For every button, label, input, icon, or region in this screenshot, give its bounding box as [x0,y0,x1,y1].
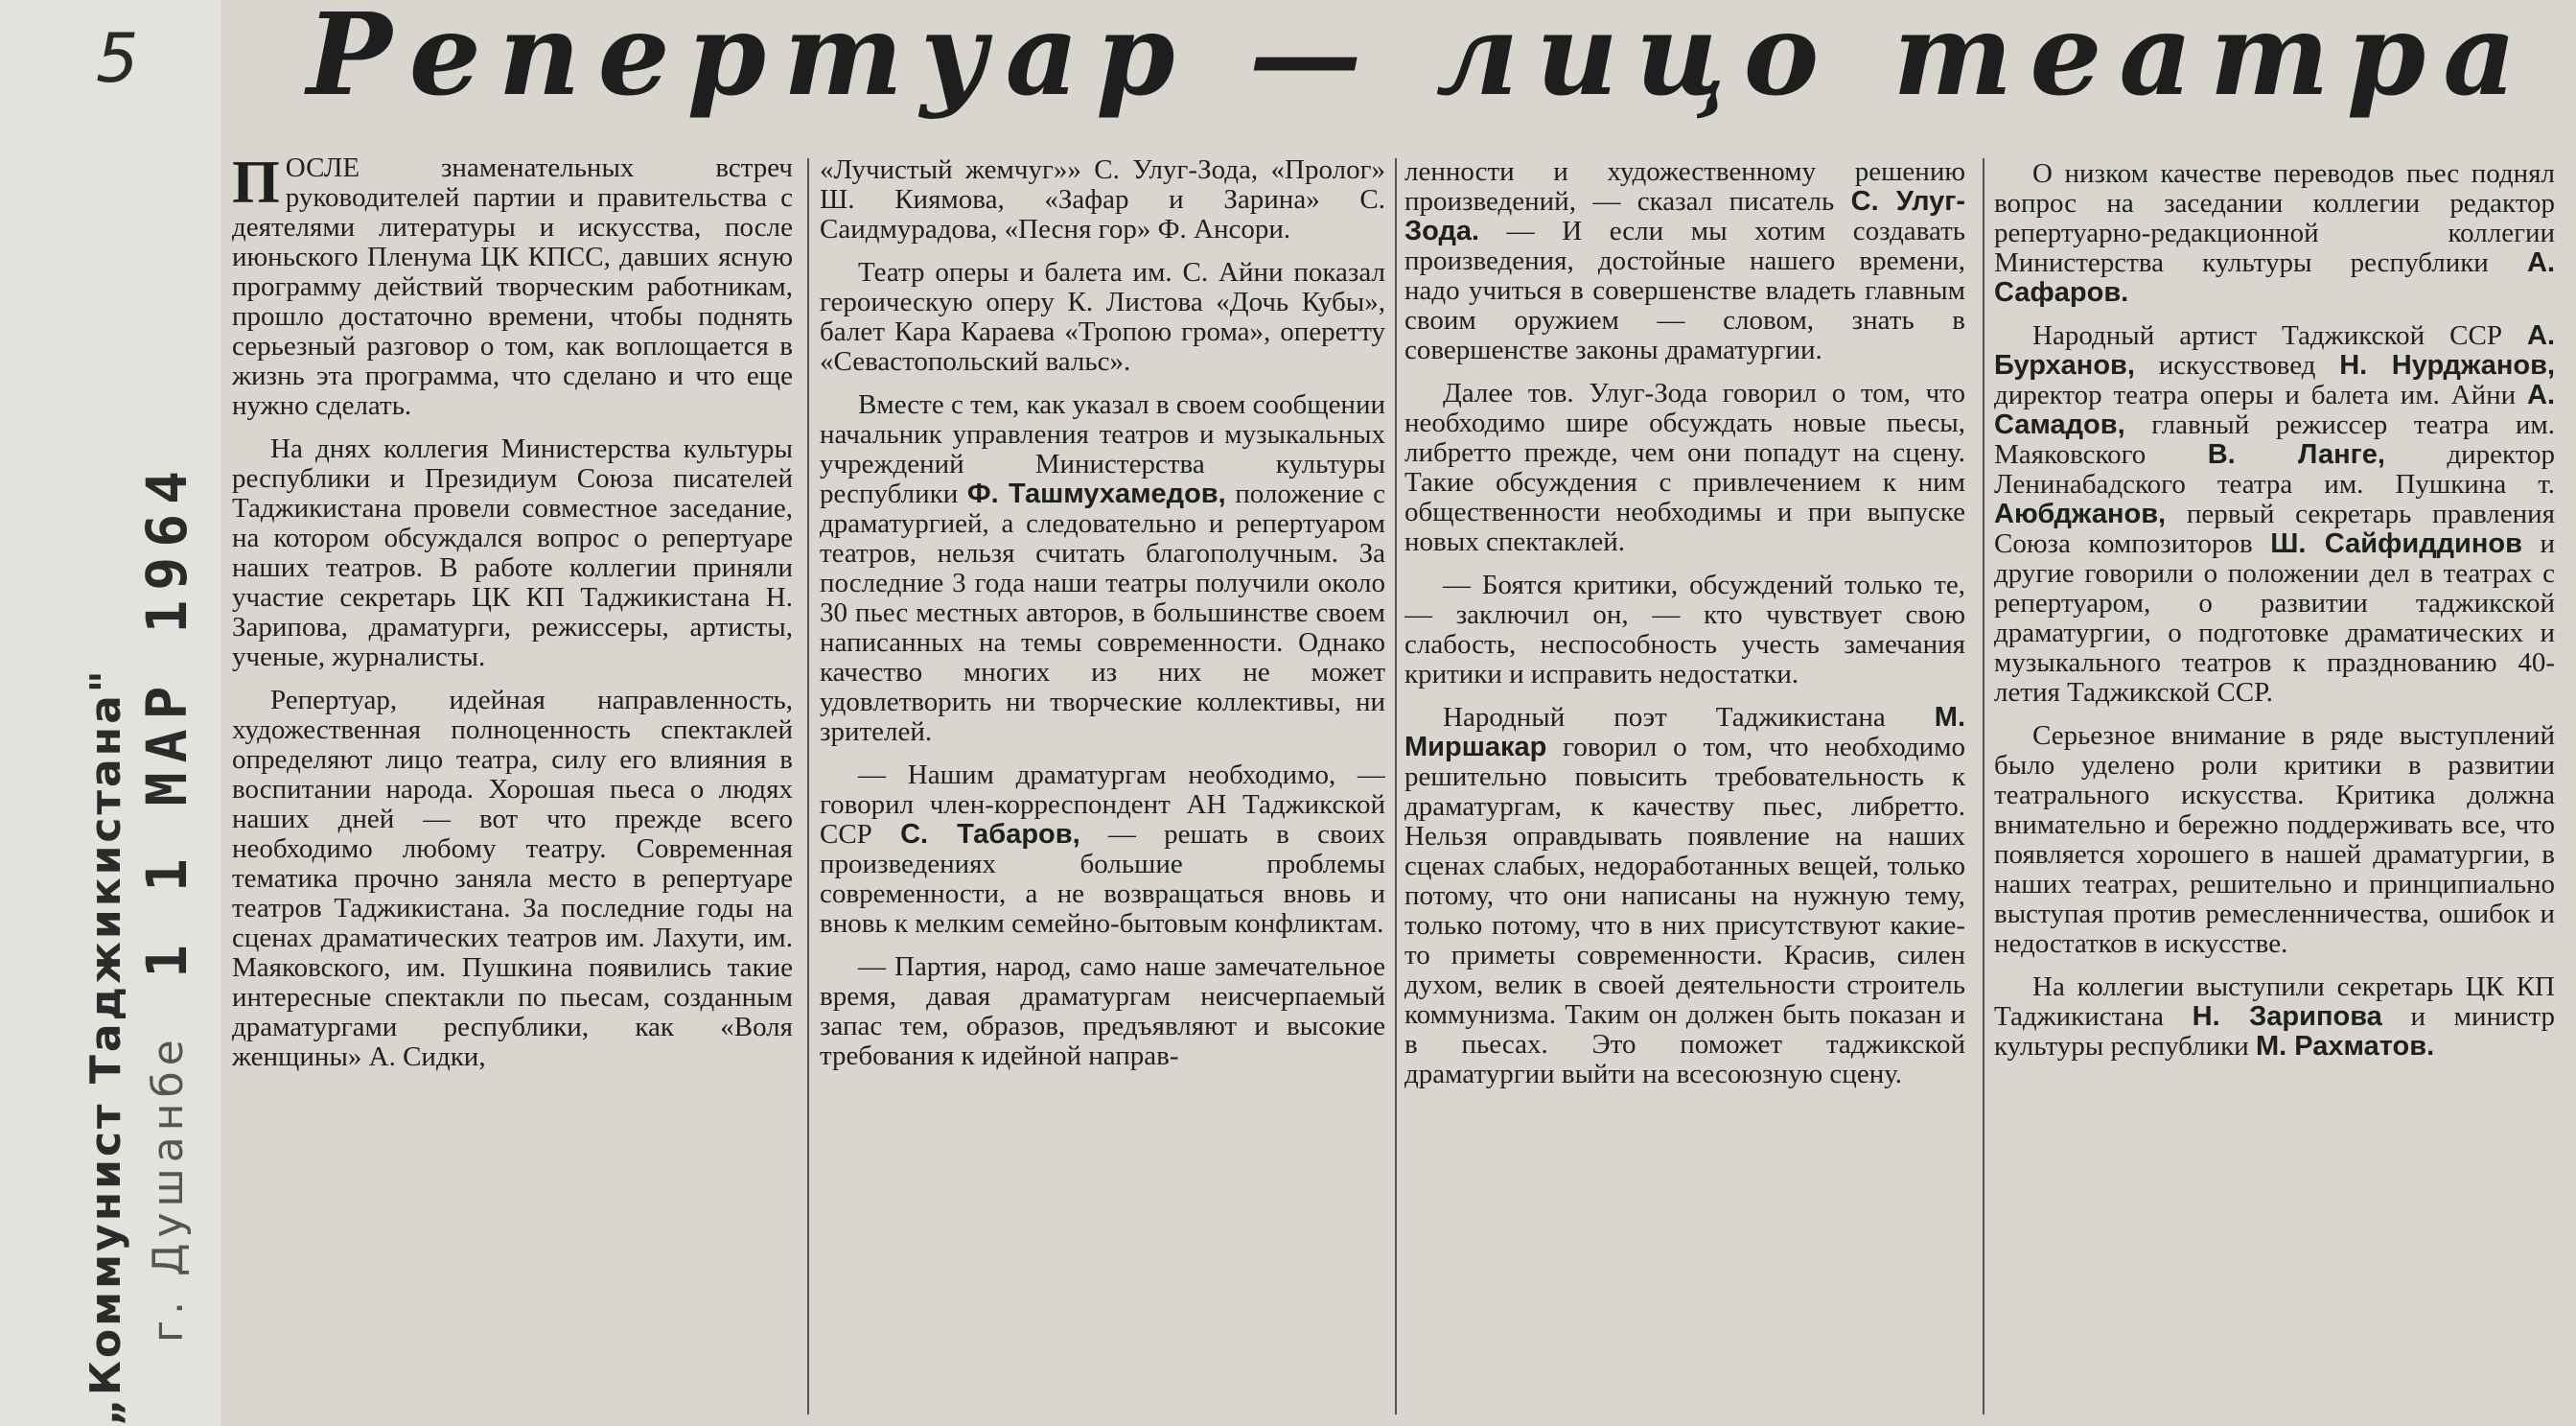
paragraph: «Лучистый жемчуг»» С. Улуг-Зода, «Пролог» Ш. Киямова, «Зафар и Зарина» С. Саидмурадова, «Песня гор» Ф. Ансори. [820,155,1385,245]
paragraph [1994,159,2555,308]
paragraph: Театр оперы и балета им. С. Айни показал героическую оперу К. Листова «Дочь Кубы», балет Кара Караева «Тропою грома», оперетту «Севастопольский вальс». [820,257,1385,377]
paragraph-text: и другие говорили о положении дел в театрах с репертуаром, о развитии таджикской драматургии, о подготовке драматических и музыкального театров к празднованию 40-летия Таджикской ССР. [1994,528,2555,708]
source-stamp: „Коммунист Таджикистана" [81,667,130,1426]
article-column-3 [1404,157,1965,1423]
paragraph: На днях коллегия Министерства культуры республики и Президиум Союза писателей Таджикистана провели совместное заседание, на котором обсуждался вопрос о репертуаре наших театров. В работе коллегии приняли участие секретарь ЦК КП Таджикистана Н. Зарипова, драматурги, режиссеры, артисты, ученые, журналисты. [232,433,793,672]
person-name: А. Бурханов, [1994,320,2555,381]
paragraph: Серьезное внимание в ряде выступлений было уделено роли критики в развитии театрального искусства. Критика должна внимательно и бережно поддерживать все, что появляется хорошего в нашей драматургии, в наших театрах, решительно и принципиально выступая против ремесленничества, ошибок и недостатков в искусстве. [1994,720,2555,959]
paragraph [232,153,793,421]
paragraph-text: Народный артист Таджикской ССР [2032,320,2502,351]
paragraph: — Партия, народ, само наше замечательное время, давая драматургам неисчерпаемый запас тем, образов, предъявляют и высокие требования к идейной направ- [820,951,1385,1071]
paragraph [820,760,1385,939]
paragraph-text: Народный поэт Таджикистана [1443,702,1886,733]
city-stamp: г. Душанбе [144,1034,193,1343]
paragraph [1404,157,1965,365]
person-name: Н. Зарипова [2192,1001,2382,1032]
drop-cap: П [232,153,280,216]
paragraph-text: директор Ленинабадского театра им. Пушкина т. [1994,439,2555,500]
person-name: Ф. Ташмухамедов, [966,479,1226,509]
person-name: С. Улуг-Зода. [1404,186,1965,246]
paragraph-text: На коллегии выступили секретарь ЦК КП Таджикистана [1994,971,2555,1032]
date-stamp: 1 1 МАР 1964 [134,460,199,978]
person-name: Н. Нурджанов, [2339,350,2555,381]
paragraph-text: О низком качестве переводов пьес поднял вопрос на заседании коллегии редактор репертуарно-редакционной коллегии Министерства культуры республики [1994,159,2555,278]
person-name: А. Самадов, [1994,380,2555,440]
person-name: М. Рахматов. [2256,1031,2435,1062]
paragraph-text: главный режиссер театра им. Маяковского [1994,409,2555,470]
paragraph-text: — решать в своих произведениях большие проблемы современности, а не возвращаться вновь и вновь к мелким семейно-бытовым конфликтам. [820,819,1385,939]
article-column-2 [820,155,1385,1421]
paragraph-text: — И если мы хотим создавать произведения, достойные нашего времени, надо учиться в совершенстве владеть главным своим оружием — словом, знать в совершенстве законы драматургии. [1404,216,1965,365]
article-column-1 [232,153,793,1419]
paragraph-text: и министр культуры республики [1994,1001,2555,1062]
handwritten-page-number: 5 [96,19,139,98]
person-name: В. Ланге, [2207,439,2385,470]
person-name: Ш. Сайфиддинов [2270,528,2522,559]
paragraph-text: Вместе с тем, как указал в своем сообщении начальник управления театров и музыкальных учреждений Министерства культуры республики [820,389,1385,509]
paragraph-text: ленности и художественному решению произведений, — сказал писатель [1404,157,1965,217]
paragraph-text: говорил о том, что необходимо решительно повысить требовательность к драматургам, к качеству пьес, либретто. Нельзя оправдывать появление на наших сценах слабых, недоработанных вещей, только потому, что они написаны на нужную тему, только потому, что в них присутствуют какие-то приметы современности. Красив, силен духом, велик в своей деятельности строитель коммунизма. Таким он должен быть показан и в пьесах. Это поможет таджикской драматургии выйти на всесоюзную сцену. [1404,732,1965,1089]
paragraph [820,390,1385,747]
paragraph-text: ОСЛЕ знаменательных встреч руководителей партии и правительства с деятелями литературы и искусства, после июньского Пленума ЦК КПСС, давших ясную программу действий творческим работникам, прошло достаточно времени, чтобы поднять серьезный разговор о том, как воплощается в жизнь эта программа, что сделано и что еще нужно сделать. [232,153,793,421]
paragraph [1994,321,2555,708]
paragraph-text: — Нашим драматургам необходимо, —говорил член-корреспондент АН Таджикской ССР [820,760,1385,850]
person-name: С. Табаров, [900,819,1080,850]
paragraph: Далее тов. Улуг-Зода говорил о том, что необходимо шире обсуждать новые пьесы, либретто прежде, чем они попадут на сцену. Такие обсуждения с привлечением к ним общественности необходимы и при выпуске новых спектаклей. [1404,378,1965,557]
paragraph [1994,972,2555,1062]
paragraph [1404,703,1965,1089]
paragraph: Репертуар, идейная направленность, художественная полноценность спектаклей определяют лицо театра, силу его влияния в воспитании народа. Хорошая пьеса о людях наших дней — вот что прежде всего необходимо любому театру. Современная тематика прочно заняла место в репертуаре театров Таджикистана. За последние годы на сценах драматических театров им. Лахути, им. Маяковского, им. Пушкина появились такие интересные спектакли по пьесам, созданным драматургами республики, как «Воля женщины» А. Сидки, [232,685,793,1072]
person-name: А. Сафаров. [1994,247,2555,308]
paragraph-text: директор театра оперы и балета им. Айни [1994,380,2517,410]
column-rule [1395,158,1397,1414]
article-column-4 [1994,159,2555,1425]
paragraph-text: искусствовед [2158,350,2316,381]
article-headline: Репертуар — лицо театра [307,0,2534,121]
paragraph-text: первый секретарь правления Союза композиторов [1994,499,2555,559]
column-rule [1983,158,1984,1414]
column-rule [807,158,809,1414]
paragraph: — Боятся критики, обсуждений только те, — заключил он, — кто чувствует свою слабость, неспособность учесть замечания критики и исправить недостатки. [1404,570,1965,690]
person-name: М. Миршакар [1404,702,1965,762]
person-name: Аюбджанов, [1994,499,2167,529]
paragraph-text: положение с драматургией, а следовательно и репертуаром театров, нельзя считать благополучным. За последние 3 года наши театры получили около 30 пьес местных авторов, в большинстве своем написанных на темы современности. Однако качество многих из них не может удовлетворить ни творческие коллективы, ни зрителей. [820,479,1385,747]
